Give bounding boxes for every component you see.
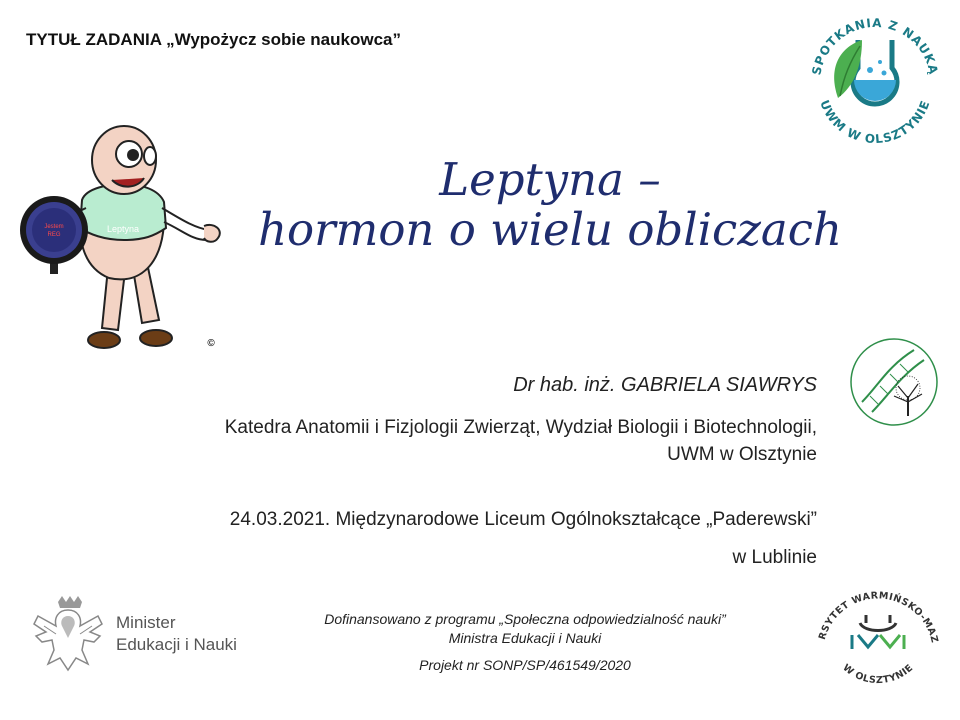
logo-top-arc-text: SPOTKANIA Z NAUKĄ [809,15,941,77]
dna-tree-logo [848,336,940,433]
pan-label-2: REG [47,232,61,238]
title-line-1: Leptyna – [439,153,661,206]
polish-eagle-emblem [28,594,108,679]
shirt-label: Leptyna [106,224,140,234]
affiliation-line-1: Katedra Anatomii i Fizjologii Zwierząt, Wydział Biologii i Biotechnologii, [224,417,817,438]
project-number: Projekt nr SONP/SP/461549/2020 [419,657,631,673]
uwm-arc-bottom-text: W OLSZTYNIE [840,662,916,687]
funding-line-2: Ministra Edukacji i Nauki [448,630,602,646]
uwm-logo [808,565,948,710]
event-date-venue: 24.03.2021. Międzynarodowe Liceum Ogólnokształcące „Paderewski” [229,509,817,530]
pan-label-1: Jestem [44,224,64,230]
svg-text:W OLSZTYNIE [840,662,915,686]
logo-bottom-arc-text: UWM W OLSZTYNIE [817,98,933,147]
ministry-name [116,612,237,656]
funding-line-1: Dofinansowano z programu „Społeczna odpowiedzialność nauki” [324,611,726,627]
task-title: TYTUŁ ZADANIA „Wypożycz sobie naukowca” [26,30,401,49]
spotkania-z-nauka-logo [800,10,950,155]
ministry-line-2: Edukacji i Nauki [116,635,237,654]
title-line-2: hormon o wielu obliczach [258,203,842,256]
svg-text:SPOTKANIA Z NAUKĄ [809,16,940,76]
affiliation [117,414,817,468]
svg-text:UNIWERSYTET WARMIŃSKO-MAZURSKI [808,565,940,644]
funding-note [270,610,780,675]
author-name: Dr hab. inż. GABRIELA SIAWRYS [513,374,817,396]
affiliation-line-2: UWM w Olsztynie [667,444,817,465]
uwm-arc-top-text: RSYTET WARMIŃSKO-MAZ [816,590,940,645]
copyright-mark: © [207,338,215,349]
slide-title [250,155,850,255]
ministry-line-1: Minister [116,613,176,632]
leptin-cartoon [14,118,224,363]
event-city: w Lublinie [732,547,817,568]
